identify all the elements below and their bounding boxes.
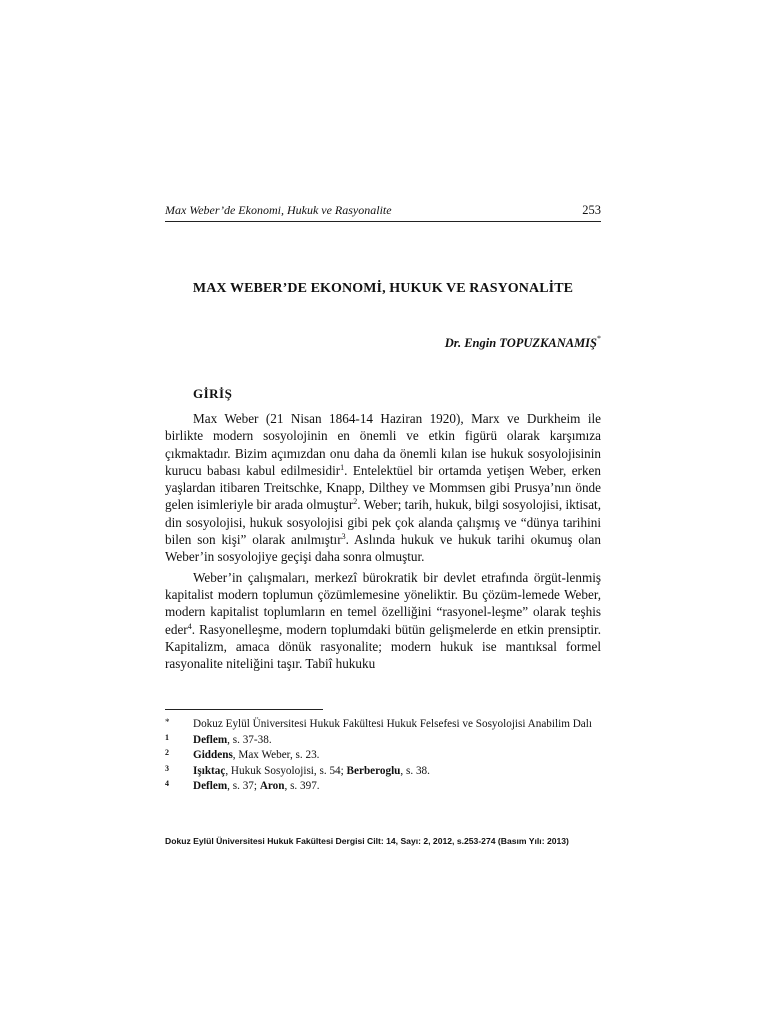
footnote-author: Işıktaç bbox=[193, 764, 226, 777]
footnote-ref-1: 1 bbox=[340, 462, 345, 472]
footnote-1 bbox=[165, 733, 601, 749]
footnote-text bbox=[193, 733, 601, 749]
footnote-mark: 4 bbox=[165, 779, 169, 789]
footnote-rest: , Max Weber, s. 23. bbox=[232, 749, 320, 762]
footnote-text: Dokuz Eylül Üniversitesi Hukuk Fakültesi Hukuk Felsefesi ve Sosyolojisi Anabilim Dalı bbox=[193, 718, 592, 730]
paragraph-2 bbox=[165, 569, 601, 673]
footnote-4 bbox=[165, 779, 601, 795]
paragraph-1-text-b: . Entelektüel bir ortamda yetişen Weber, erken yaşlardan itibaren Treitschke, Knapp, Dilthey ve Mommsen gibi Prusya’nın önde gelen isimleriyle bir arada olmuştur bbox=[165, 462, 601, 513]
running-title: Max Weber’de Ekonomi, Hukuk ve Rasyonalite bbox=[165, 203, 392, 217]
footnote-mark: 1 bbox=[165, 732, 169, 742]
footnote-text bbox=[193, 764, 601, 780]
author-footnote-mark: * bbox=[597, 334, 601, 343]
footnote-text bbox=[193, 779, 601, 795]
footnote-ref-4: 4 bbox=[187, 621, 192, 631]
paragraph-1 bbox=[165, 410, 601, 566]
footnote-mark: 2 bbox=[165, 748, 169, 758]
footnote-ref-3: 3 bbox=[341, 532, 346, 542]
author-line bbox=[165, 334, 601, 351]
footnote-rest: , s. 37-38. bbox=[227, 733, 272, 746]
footnote-author: Deflem bbox=[193, 780, 228, 793]
running-header bbox=[165, 203, 601, 222]
footnote-author: Aron bbox=[259, 780, 285, 793]
body-text bbox=[165, 410, 601, 675]
footnote-rest: , s. 397. bbox=[284, 780, 320, 793]
footnote-author: Giddens bbox=[193, 749, 233, 762]
footnote-mid: , s. 37; bbox=[227, 780, 260, 793]
paragraph-2-text-b: . Rasyonelleşme, modern toplumdaki bütün gelişmelerde en etkin prensiptir. Kapitalizm, amaca dönük rasyonalite; modern hukuk ise mantıksal formel rasyonalite niteliğini taşır. Tabiî hukuku bbox=[165, 621, 601, 672]
footnote-text bbox=[193, 748, 601, 764]
paragraph-1-text-c: . Weber; tarih, hukuk, bilgi sosyolojisi, iktisat, din sosyolojisi, hukuk sosyolojisi gibi pek çok alanda çalışmış ve “dünya tarihini bilen son kişi” olarak anılmıştır bbox=[165, 497, 602, 548]
page-number: 253 bbox=[582, 203, 601, 217]
article-title: MAX WEBER’DE EKONOMİ, HUKUK VE RASYONALİTE bbox=[192, 281, 574, 296]
footnote-author: Deflem bbox=[193, 733, 228, 746]
paragraph-1-text-a: Max Weber (21 Nisan 1864-14 Haziran 1920), Marx ve Durkheim ile birlikte modern sosyolojinin en önemli ve etkin figürü olarak karşımıza çıkmaktadır. Bizim açımızdan onu daha da önemli kılan ise hukuk sosyolojisinin kurucu babası kabul edilmesidir bbox=[165, 411, 601, 478]
footnote-rest: , s. 38. bbox=[400, 764, 430, 777]
footnote-mark: * bbox=[165, 717, 170, 727]
footnotes bbox=[165, 717, 601, 795]
section-heading: GİRİŞ bbox=[193, 386, 233, 401]
author-name: Dr. Engin TOPUZKANAMIŞ bbox=[444, 336, 597, 350]
paragraph-2-text-a: Weber’in çalışmaları, merkezî bürokratik bir devlet etrafında örgüt-lenmiş kapitalist modern toplumun çözümlemesine yöneliktir. Bu çözüm-lemede Weber, modern kapitalist toplumların en temel özelliğini “rasyonel-leşme” olarak teşhis eder bbox=[165, 569, 601, 637]
footnote-mid: , Hukuk Sosyolojisi, s. 54; bbox=[225, 764, 347, 777]
footnote-mark: 3 bbox=[165, 763, 169, 773]
journal-footer: Dokuz Eylül Üniversitesi Hukuk Fakültesi Dergisi Cilt: 14, Sayı: 2, 2012, s.253-274 (Basım Yılı: 2013) bbox=[165, 836, 569, 846]
footnote-author: Berberoglu bbox=[346, 764, 401, 777]
paragraph-1-text-d: . Aslında hukuk ve hukuk tarihi okumuş olan Weber’in sosyolojiye geçişi daha sonra olmuştur. bbox=[165, 532, 601, 565]
footnote-3 bbox=[165, 764, 601, 780]
footnote-divider bbox=[165, 709, 323, 710]
footnote-star bbox=[165, 717, 601, 733]
footnote-ref-2: 2 bbox=[353, 497, 358, 507]
footnote-2 bbox=[165, 748, 601, 764]
